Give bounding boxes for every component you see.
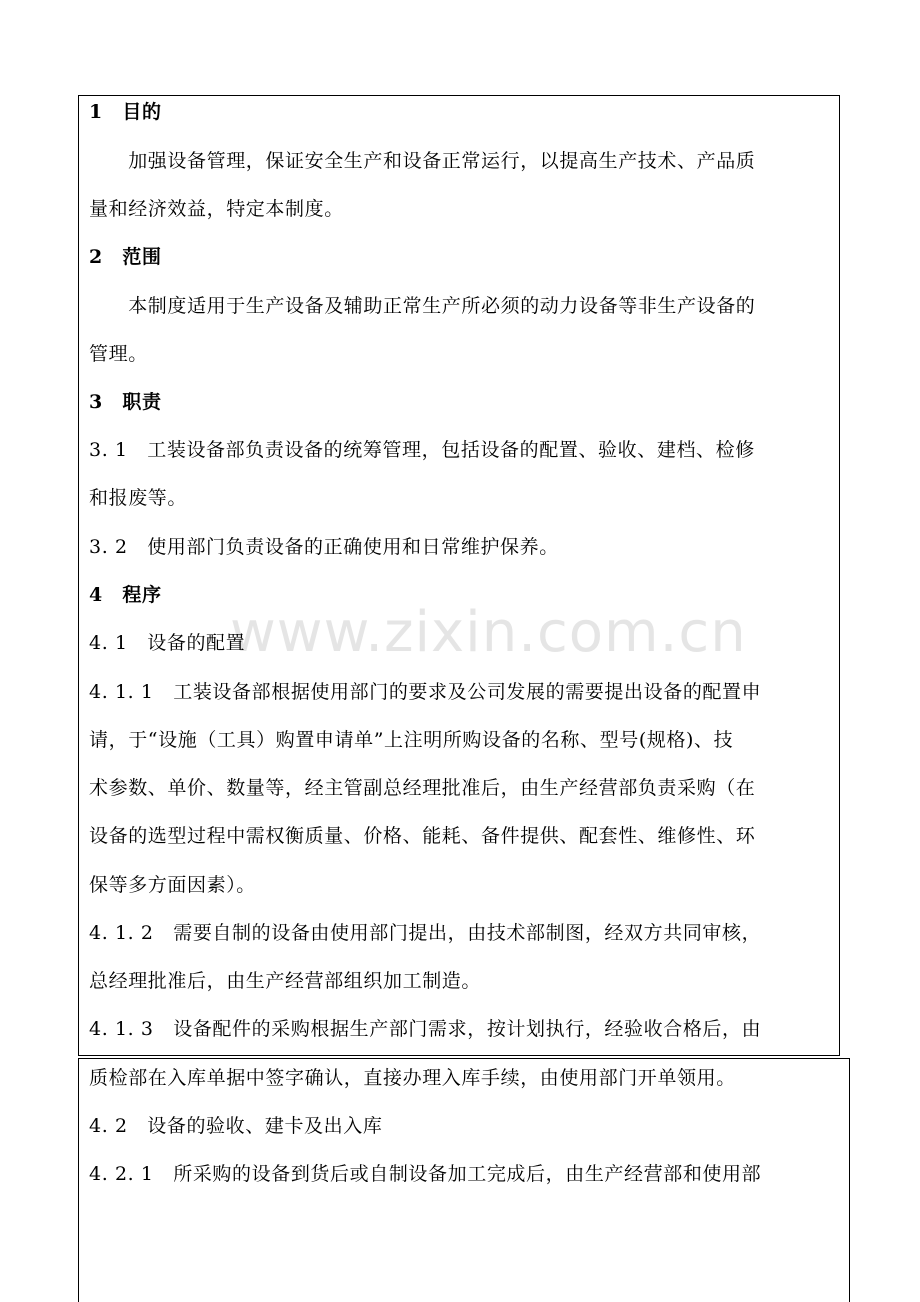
paragraph-line: 术参数、单价、数量等，经主管副总经理批准后，由生产经营部负责采购（在 <box>89 777 756 799</box>
subheading-line: 4. 1 设备的配置 <box>89 632 246 654</box>
watermark: www.zixin.com.cn <box>230 600 747 665</box>
paragraph-line: 4. 2. 1 所采购的设备到货后或自制设备加工完成后，由生产经营部和使用部 <box>89 1163 762 1185</box>
paragraph-line: 和报废等。 <box>89 487 188 509</box>
paragraph-line: 3. 1 工装设备部负责设备的统筹管理，包括设备的配置、验收、建档、检修 <box>89 439 755 461</box>
paragraph-line: 4. 1. 3 设备配件的采购根据生产部门需求，按计划执行，经验收合格后，由 <box>89 1018 762 1040</box>
heading-purpose: 1 目的 <box>89 101 162 123</box>
heading-scope: 2 范围 <box>89 246 162 268</box>
paragraph-line: 本制度适用于生产设备及辅助正常生产所必须的动力设备等非生产设备的 <box>89 295 756 317</box>
document-frame-page-1 <box>78 95 840 1056</box>
paragraph-line: 设备的选型过程中需权衡质量、价格、能耗、备件提供、配套性、维修性、环 <box>89 825 756 847</box>
paragraph-line: 加强设备管理，保证安全生产和设备正常运行，以提高生产技术、产品质 <box>89 150 756 172</box>
paragraph-line: 4. 1. 1 工装设备部根据使用部门的要求及公司发展的需要提出设备的配置申 <box>89 681 762 703</box>
paragraph-line: 保等多方面因素）。 <box>89 874 256 896</box>
paragraph-line: 总经理批准后，由生产经营部组织加工制造。 <box>89 970 482 992</box>
paragraph-line: 4. 1. 2 需要自制的设备由使用部门提出，由技术部制图，经双方共同审核， <box>89 922 762 944</box>
subheading-line: 4. 2 设备的验收、建卡及出入库 <box>89 1115 383 1137</box>
paragraph-line: 3. 2 使用部门负责设备的正确使用和日常维护保养。 <box>89 536 559 558</box>
heading-procedure: 4 程序 <box>89 584 162 606</box>
paragraph-line: 量和经济效益，特定本制度。 <box>89 198 344 220</box>
paragraph-line: 质检部在入库单据中签字确认，直接办理入库手续，由使用部门开单领用。 <box>89 1067 736 1089</box>
paragraph-line: 管理。 <box>89 343 148 365</box>
heading-responsibility: 3 职责 <box>89 391 162 413</box>
paragraph-line: 请，于“设施（工具）购置申请单”上注明所购设备的名称、型号(规格)、技 <box>89 729 734 751</box>
